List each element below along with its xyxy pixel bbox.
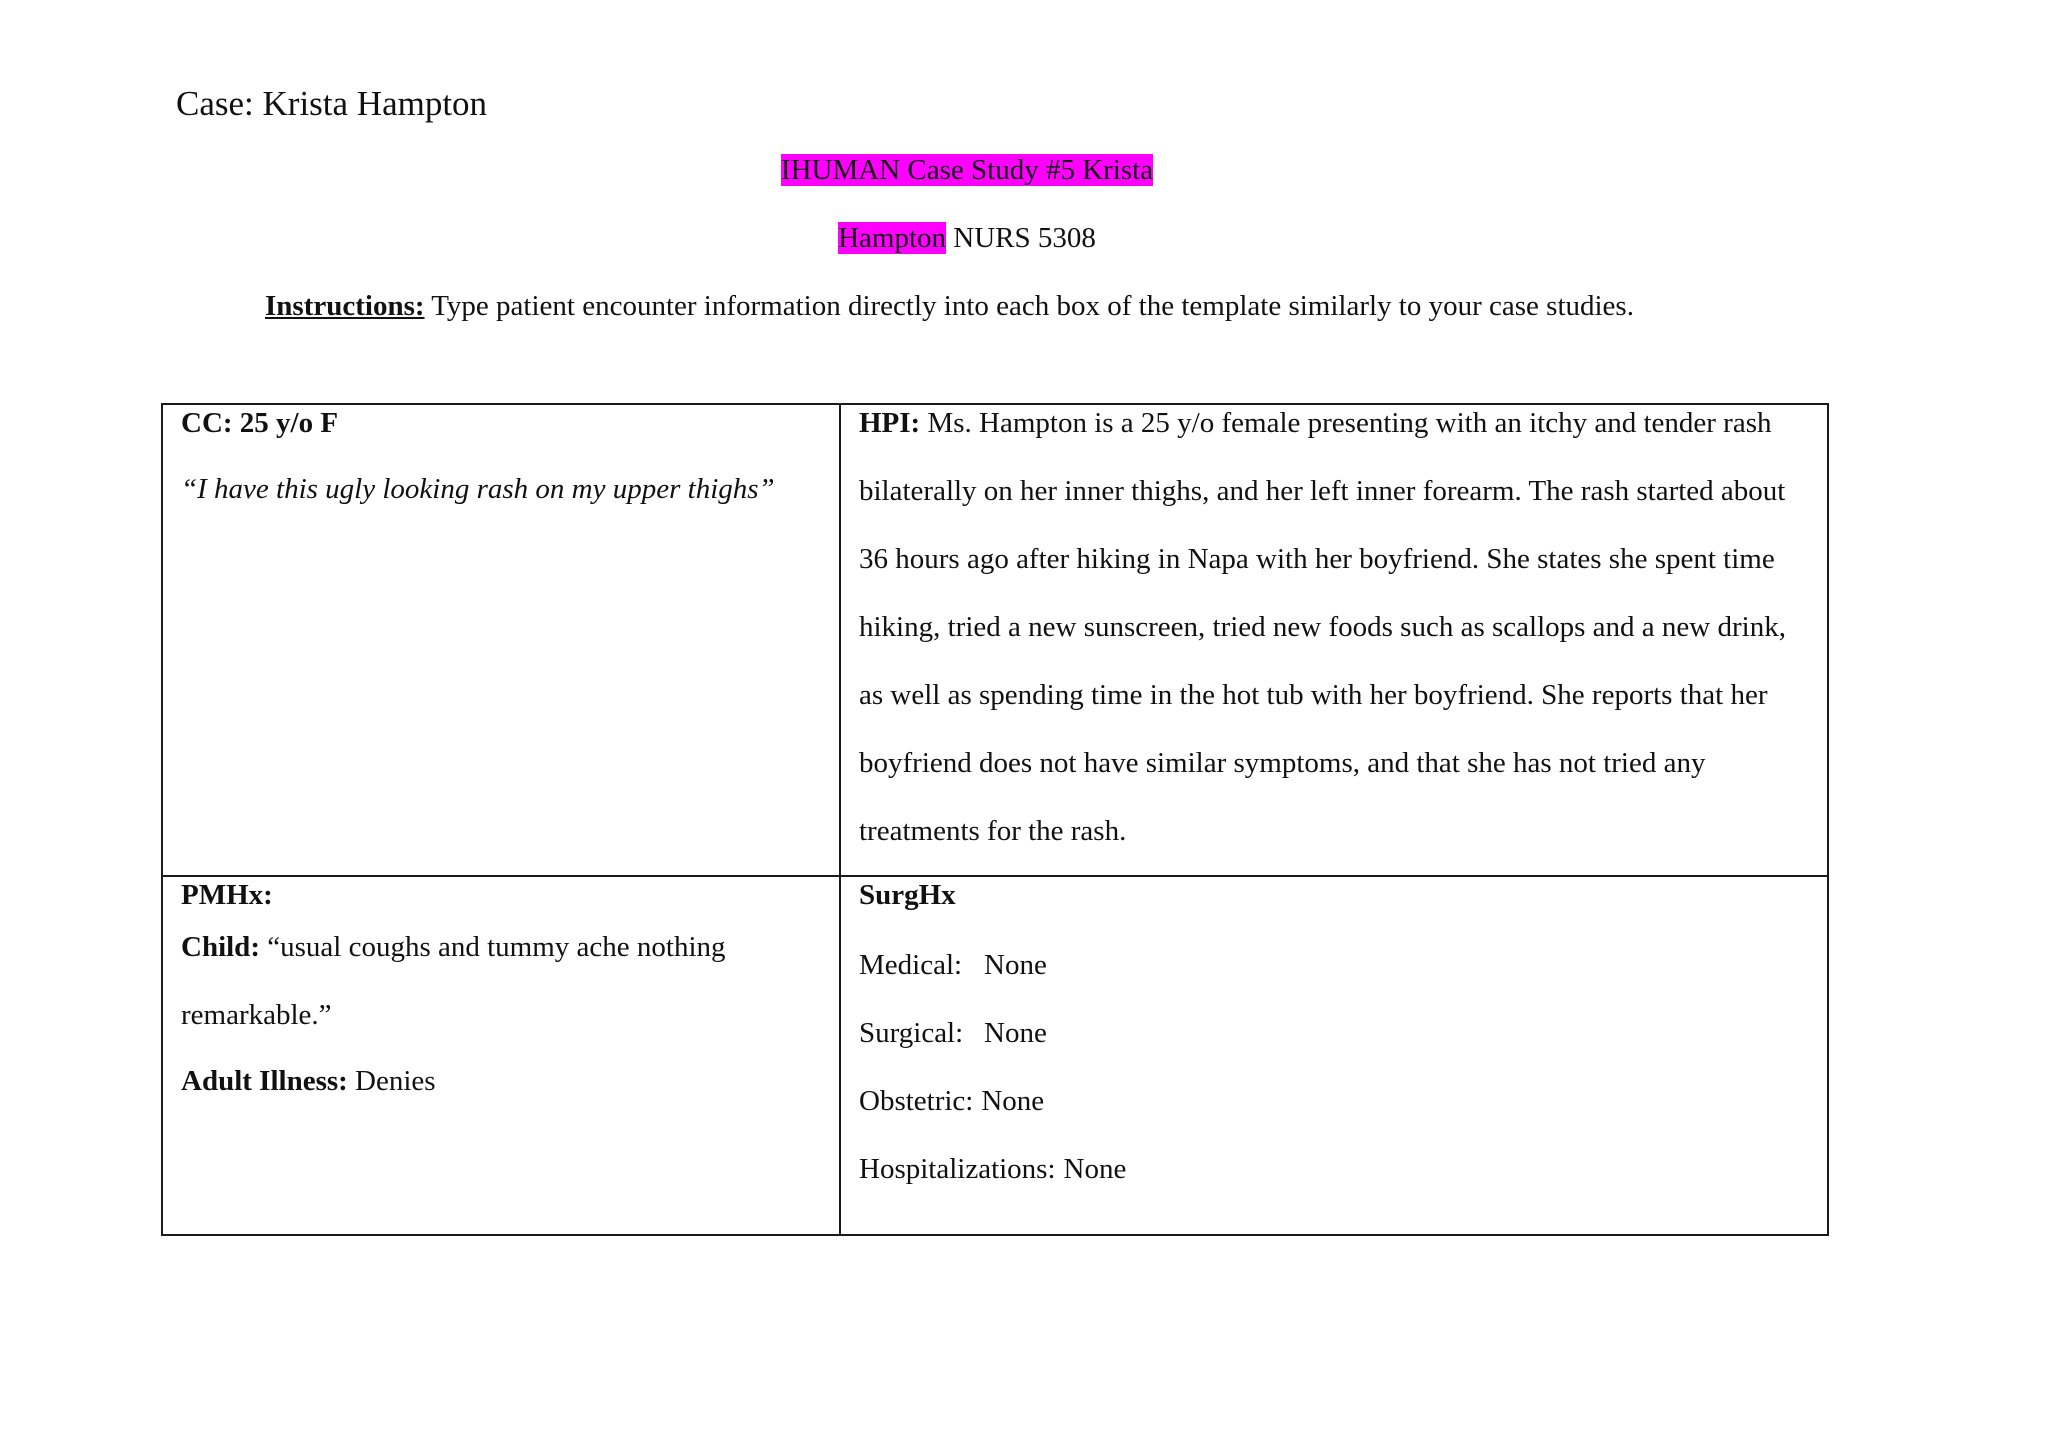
hpi-cell <box>840 404 1828 876</box>
surghx-item-value: None <box>1063 1153 1127 1185</box>
adult-illness-label: Adult Illness: <box>181 1065 348 1097</box>
surghx-obstetric <box>859 1067 1809 1135</box>
hpi-text: Ms. Hampton is a 25 y/o female presenting with an itchy and tender rash bilaterally on her inner thighs, and her left inner forearm. The rash started about 36 hours ago after hiking in Napa with her boyfriend. She states she spent time hiking, tried a new sunscreen, tried new foods such as scallops and a new drink, as well as spending time in the hot tub with her boyfriend. She reports that her boyfriend does not have similar symptoms, and that she has not tried any treatments for the rash. <box>859 407 1786 847</box>
surghx-item-label: Medical: <box>859 949 963 981</box>
child-text: “usual coughs and tummy ache nothing remarkable.” <box>181 931 726 1031</box>
pmhx-adult <box>181 1047 821 1115</box>
encounter-template-table <box>161 403 1829 1236</box>
instructions-text: Type patient encounter information directly into each box of the template similarly to your case studies. <box>424 290 1634 322</box>
cc-cell <box>162 404 840 876</box>
course-code: NURS 5308 <box>946 222 1096 254</box>
highlighted-title-text: IHUMAN Case Study #5 Krista <box>780 154 1154 186</box>
surghx-item-label: Obstetric: <box>859 1085 974 1117</box>
surghx-item-value: None <box>984 1017 1047 1049</box>
surghx-item-label: Hospitalizations: <box>859 1153 1056 1185</box>
pmhx-child <box>181 913 821 1049</box>
case-title: Case: Krista Hampton <box>176 84 488 123</box>
surghx-item-value: None <box>981 1085 1045 1117</box>
surghx-medical <box>859 931 1809 999</box>
instructions-label: Instructions: <box>265 290 425 322</box>
surghx-item-value: None <box>984 949 1047 981</box>
cc-label: CC: 25 y/o F <box>181 407 339 439</box>
surghx-surgical <box>859 999 1809 1067</box>
pmhx-label: PMHx: <box>181 879 273 911</box>
table-row <box>162 876 1828 1235</box>
surghx-hospitalizations <box>859 1135 1809 1203</box>
cc-quote: “I have this ugly looking rash on my upper thighs” <box>181 473 775 505</box>
document-title-line-2 <box>0 220 1934 256</box>
surghx-label: SurgHx <box>859 879 956 911</box>
surghx-item-label: Surgical: <box>859 1017 964 1049</box>
surghx-cell <box>840 876 1828 1235</box>
hpi-label: HPI: <box>859 407 921 439</box>
child-label: Child: <box>181 931 260 963</box>
highlighted-title-text: Hampton <box>838 222 947 254</box>
hpi-paragraph <box>859 389 1809 865</box>
adult-illness-text: Denies <box>347 1065 436 1097</box>
table-row <box>162 404 1828 876</box>
document-title-line-1 <box>0 152 1934 188</box>
pmhx-cell <box>162 876 840 1235</box>
instructions <box>265 288 1634 324</box>
